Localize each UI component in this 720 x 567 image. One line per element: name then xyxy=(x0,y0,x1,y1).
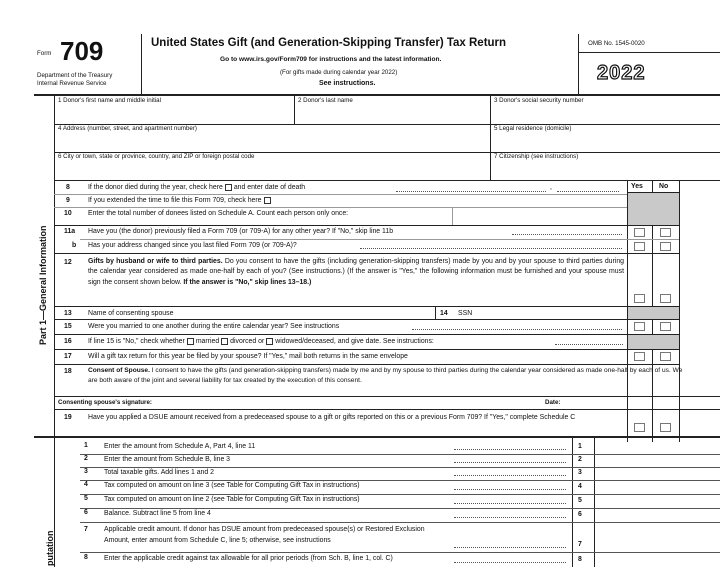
row-rule xyxy=(54,334,679,335)
amount-field[interactable] xyxy=(595,553,720,567)
line-13-text: Name of consenting spouse xyxy=(88,310,174,317)
address-field[interactable] xyxy=(54,124,490,152)
line-12-heading: Gifts by husband or wife to third parties. xyxy=(88,258,223,265)
line-11a-text: Have you (the donor) previously filed a Form 709 (or 709-A) for any other year? If "No," skip line 11b xyxy=(88,228,394,235)
tax-line-row xyxy=(54,553,720,567)
amount-field[interactable] xyxy=(595,480,720,494)
row-rule xyxy=(54,319,679,320)
tax-line-number: 7 xyxy=(84,526,88,533)
line-15-text: Were you married to one another during the entire calendar year? See instructions xyxy=(88,323,340,330)
line-19-number: 19 xyxy=(64,414,72,421)
tax-line-text: Enter the amount from Schedule B, line 3 xyxy=(104,456,231,463)
line-8-text-a: If the donor died during the year, check here xyxy=(88,184,223,191)
line-rule xyxy=(54,194,627,195)
divider xyxy=(435,306,436,319)
spouse-ssn-field[interactable] xyxy=(480,306,627,319)
tax-line-number: 1 xyxy=(84,442,88,449)
right-edge-rule xyxy=(679,180,680,442)
line-16-text xyxy=(88,337,434,346)
line-11a-number: 11a xyxy=(64,228,76,235)
leader-dots xyxy=(454,562,566,563)
line-12-body: Do you consent to have the gifts (including generation-skipping transfers) made by you and by your spouse to third parties during the calendar year considered as made one-half by each of you? (See instructions.) (If the answer is "Yes," the following information must be furnished and your spouse must sign the consent shown below. xyxy=(88,258,625,286)
line-19-text: Have you applied a DSUE amount received from a predeceased spouse to a gift or gifts reported on this or a previous Form 709? If "Yes," complete Schedule C xyxy=(88,414,576,421)
tax-line-text: Balance. Subtract line 5 from line 4 xyxy=(104,510,211,517)
signature-date-label: Date: xyxy=(545,399,561,406)
divorced-label: divorced or xyxy=(230,338,265,345)
amount-field[interactable] xyxy=(595,454,720,467)
tax-year: 2022 xyxy=(597,62,646,84)
city-state-zip-field[interactable] xyxy=(54,152,490,180)
leader-dots xyxy=(454,449,566,450)
see-instructions: See instructions. xyxy=(319,80,376,87)
tax-line-row xyxy=(54,467,720,480)
tax-line-number: 2 xyxy=(84,455,88,462)
shaded-cell xyxy=(628,307,679,319)
row-rule xyxy=(54,253,679,254)
header-divider-right xyxy=(578,34,579,94)
amount-line-label: 6 xyxy=(578,511,582,518)
form-number: 709 xyxy=(60,36,104,66)
tax-line-text: Total taxable gifts. Add lines 1 and 2 xyxy=(104,469,214,476)
citizenship-label: 7 Citizenship (see instructions) xyxy=(494,153,579,160)
row-rule xyxy=(54,364,679,365)
status-date-field[interactable] xyxy=(555,344,623,345)
line-8-text-b: and enter date of death xyxy=(233,184,306,191)
gift-splitting-yes-box[interactable] xyxy=(634,294,645,303)
tax-line-text-continued: Amount, enter amount from Schedule C, line 5; otherwise, see instructions xyxy=(104,537,331,544)
tax-line-row xyxy=(54,524,720,552)
line-17-text: Will a gift tax return for this year be filed by your spouse? If "Yes," mail both returns in the same envelope xyxy=(88,353,408,360)
line-8-text xyxy=(88,183,305,192)
amount-field[interactable] xyxy=(595,524,720,552)
line-17-yes-box[interactable] xyxy=(634,352,645,361)
consenting-spouse-name-field[interactable] xyxy=(210,306,435,319)
form-word: Form xyxy=(37,50,52,57)
donor-last-name-field[interactable] xyxy=(294,96,490,124)
line-19-yes-box[interactable] xyxy=(634,423,645,432)
spouse-signature-field[interactable] xyxy=(160,397,540,409)
amount-line-label: 3 xyxy=(578,469,582,476)
tax-line-text: Enter the amount from Schedule A, Part 4, line 11 xyxy=(104,443,256,450)
leader-dots xyxy=(454,475,566,476)
donor-first-name-field[interactable] xyxy=(54,96,294,124)
tax-line-row xyxy=(54,508,720,522)
irs-label: Internal Revenue Service xyxy=(37,80,107,87)
amount-line-label: 7 xyxy=(578,541,582,548)
married-checkbox[interactable] xyxy=(187,338,194,345)
amount-line-label: 1 xyxy=(578,443,582,450)
tax-line-row xyxy=(54,480,720,494)
date-of-death-year-field[interactable] xyxy=(557,191,619,192)
line-9-text xyxy=(88,196,273,205)
date-comma: , xyxy=(550,184,552,191)
line-11b-text: Has your address changed since you last filed Form 709 (or 709-A)? xyxy=(88,242,297,249)
leader-dots xyxy=(512,234,622,235)
amount-field[interactable] xyxy=(595,494,720,508)
line-13-number: 13 xyxy=(64,310,72,317)
donor-last-name-label: 2 Donor's last name xyxy=(298,97,353,104)
tax-line-number: 4 xyxy=(84,481,88,488)
city-state-zip-label: 6 City or town, state or province, country, and ZIP or foreign postal code xyxy=(58,153,255,160)
part1-sidebar-label: Part 1—General Information xyxy=(38,225,48,345)
line-18-number: 18 xyxy=(64,368,72,375)
married-label: married xyxy=(195,338,220,345)
tax-line-row xyxy=(54,454,720,467)
tax-line-row xyxy=(54,441,720,454)
amount-field[interactable] xyxy=(595,508,720,522)
part2-sidebar-label: putation xyxy=(45,530,55,566)
tax-line-text: Applicable credit amount. If donor has DSUE amount from predeceased spouse(s) or Restored Exclusion xyxy=(104,526,425,533)
line-14-number: 14 xyxy=(440,310,448,317)
line-12-skip-note: If the answer is "No," skip lines 13–18.) xyxy=(181,278,312,286)
yes-header: Yes xyxy=(631,183,643,190)
date-of-death-field[interactable] xyxy=(396,191,546,192)
leader-dots xyxy=(454,489,566,490)
tax-line-text: Enter the applicable credit against tax allowable for all prior periods (from Sch. B, line 1, col. C) xyxy=(104,555,393,562)
calendar-year-note: (For gifts made during calendar year 2022) xyxy=(280,69,398,76)
legal-residence-label: 5 Legal residence (domicile) xyxy=(494,125,572,132)
line-10-number: 10 xyxy=(64,210,72,217)
line-12-number: 12 xyxy=(64,259,72,266)
address-label: 4 Address (number, street, and apartment number) xyxy=(58,125,197,132)
amount-line-label: 5 xyxy=(578,497,582,504)
department-label: Department of the Treasury xyxy=(37,72,113,79)
donor-died-checkbox[interactable] xyxy=(225,184,232,191)
tax-line-text: Tax computed on amount on line 2 (see Table for Computing Gift Tax in instructions) xyxy=(104,496,360,503)
row-rule xyxy=(54,225,679,226)
line-11a-yes-box[interactable] xyxy=(634,228,645,237)
donor-first-name-label: 1 Donor's first name and middle initial xyxy=(58,97,161,104)
row-rule xyxy=(54,349,679,350)
amount-line-label: 4 xyxy=(578,483,582,490)
part1-bottom-rule xyxy=(34,436,720,438)
goto-instruction: Go to www.irs.gov/Form709 for instructions and the latest information. xyxy=(220,56,442,63)
legal-residence-field[interactable] xyxy=(490,124,720,152)
line-14-text: SSN xyxy=(458,310,473,317)
form-title: United States Gift (and Generation-Skipping Transfer) Tax Return xyxy=(151,37,507,49)
row-rule xyxy=(80,522,720,523)
amount-field[interactable] xyxy=(595,467,720,480)
line-9-label: If you extended the time to file this Form 709, check here xyxy=(88,197,262,204)
line-18-text xyxy=(88,366,688,386)
amount-field[interactable] xyxy=(595,441,720,454)
tax-line-row xyxy=(54,494,720,508)
leader-dots xyxy=(454,503,566,504)
line-16-number: 16 xyxy=(64,338,72,345)
line-8-number: 8 xyxy=(66,184,70,191)
line-15-number: 15 xyxy=(64,323,72,330)
leader-dots xyxy=(412,329,622,330)
line-10-text: Enter the total number of donees listed on Schedule A. Count each person only once: xyxy=(88,210,349,217)
line-19-no-box[interactable] xyxy=(660,423,671,432)
line-rule xyxy=(80,239,679,240)
extension-checkbox[interactable] xyxy=(264,197,271,204)
line-11b-yes-box[interactable] xyxy=(634,242,645,251)
widowed-checkbox[interactable] xyxy=(266,338,273,345)
leader-dots xyxy=(454,462,566,463)
tax-line-text: Tax computed on amount on line 3 (see Table for Computing Gift Tax in instructions) xyxy=(104,482,360,489)
gift-splitting-no-box[interactable] xyxy=(660,294,671,303)
line-9-number: 9 xyxy=(66,197,70,204)
line-17-number: 17 xyxy=(64,353,72,360)
row-rule xyxy=(54,409,720,410)
leader-dots xyxy=(454,547,566,548)
omb-number: OMB No. 1545-0020 xyxy=(588,40,645,47)
line-11b-number: b xyxy=(72,242,77,249)
row-rule xyxy=(54,180,720,181)
consent-body: I consent to have the gifts (and generation-skipping transfers) made by me and by my spouse to third parties during the calendar year considered as made one-half by each of us. We are both aware of the joint and several liability for tax created by the execution of this consent. xyxy=(88,367,683,384)
tax-line-number: 8 xyxy=(84,554,88,561)
no-header: No xyxy=(659,183,669,190)
donor-ssn-field[interactable] xyxy=(490,96,720,124)
shaded-cell xyxy=(628,193,679,225)
line-12-text xyxy=(88,257,624,288)
line-17-no-box[interactable] xyxy=(660,352,671,361)
amount-line-label: 2 xyxy=(578,456,582,463)
divorced-checkbox[interactable] xyxy=(221,338,228,345)
line-11b-no-box[interactable] xyxy=(660,242,671,251)
form-header xyxy=(0,0,720,96)
line-15-yes-box[interactable] xyxy=(634,322,645,331)
consent-heading: Consent of Spouse. xyxy=(88,367,150,374)
donor-ssn-label: 3 Donor's social security number xyxy=(494,97,584,104)
number-of-donees-field[interactable] xyxy=(452,207,627,225)
tax-line-number: 5 xyxy=(84,495,88,502)
spouse-signature-label: Consenting spouse's signature: xyxy=(58,399,152,406)
line-15-no-box[interactable] xyxy=(660,322,671,331)
citizenship-field[interactable] xyxy=(490,152,720,180)
leader-dots xyxy=(360,248,622,249)
leader-dots xyxy=(454,517,566,518)
signature-date-field[interactable] xyxy=(568,397,678,409)
tax-line-number: 3 xyxy=(84,468,88,475)
shaded-cell xyxy=(628,335,679,349)
tax-line-number: 6 xyxy=(84,509,88,516)
line-11a-no-box[interactable] xyxy=(660,228,671,237)
widowed-label: widowed/deceased, and give date. See instructions: xyxy=(275,338,434,345)
amount-line-label: 8 xyxy=(578,556,582,563)
header-divider-left xyxy=(141,34,142,94)
omb-rule xyxy=(578,52,720,53)
line-16-lead: If line 15 is "No," check whether xyxy=(88,338,185,345)
